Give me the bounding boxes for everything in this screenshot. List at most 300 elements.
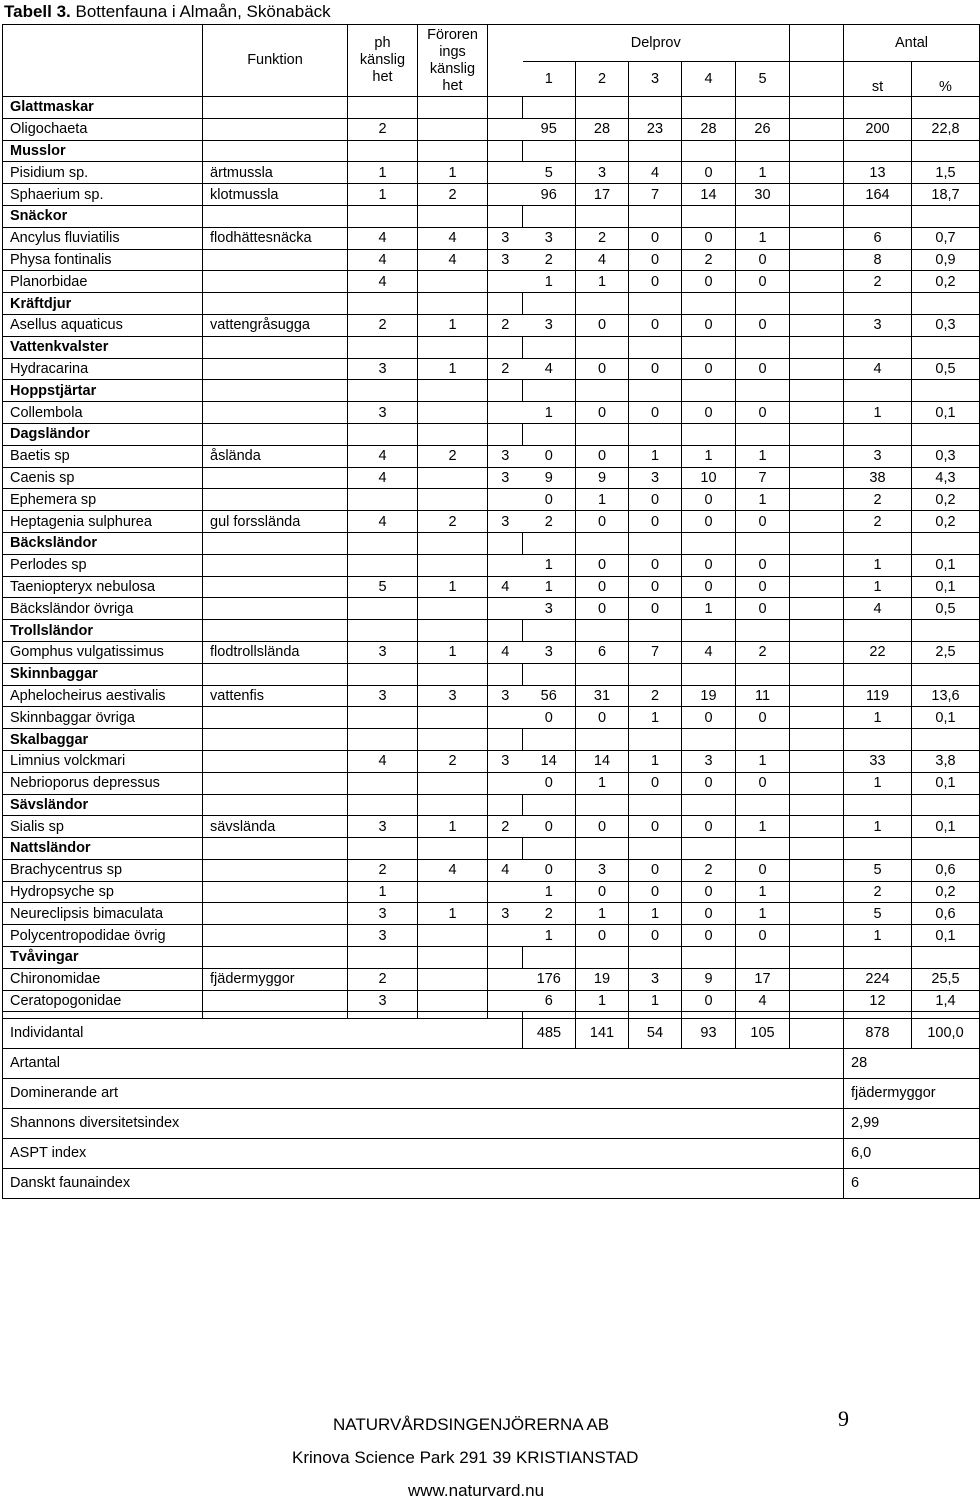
delprov-1-value: 3 <box>523 227 576 249</box>
antal-pct: 1,5 <box>912 162 980 184</box>
fororening-value: 1 <box>418 358 488 380</box>
empty-cell <box>912 947 980 969</box>
fororening-value: 2 <box>418 511 488 533</box>
extra-value: 3 <box>488 511 523 533</box>
empty-cell <box>418 947 488 969</box>
empty-cell <box>790 445 844 467</box>
summary-value: 6,0 <box>844 1139 980 1169</box>
antal-st: 1 <box>844 772 912 794</box>
empty-cell <box>488 140 523 162</box>
empty-cell <box>418 205 488 227</box>
ph-value: 3 <box>348 641 418 663</box>
delprov-2-value: 19 <box>576 968 629 990</box>
group-label: Skalbaggar <box>3 729 203 751</box>
delprov-3-value: 3 <box>629 467 682 489</box>
empty-cell <box>348 794 418 816</box>
antal-st: 12 <box>844 990 912 1012</box>
delprov-1-value: 1 <box>523 576 576 598</box>
empty-cell <box>348 729 418 751</box>
empty-cell <box>523 947 576 969</box>
empty-cell <box>203 663 348 685</box>
empty-cell <box>736 947 790 969</box>
header-delprov-5: 5 <box>736 62 790 97</box>
delprov-4-value: 2 <box>682 249 736 271</box>
empty-cell <box>736 293 790 315</box>
species-function <box>203 772 348 794</box>
delprov-1-value: 2 <box>523 511 576 533</box>
empty-cell <box>488 947 523 969</box>
empty-cell <box>488 205 523 227</box>
extra-value <box>488 881 523 903</box>
empty-cell <box>682 663 736 685</box>
table-row <box>3 271 980 293</box>
delprov-1-value: 2 <box>523 903 576 925</box>
antal-pct: 0,3 <box>912 445 980 467</box>
table-row <box>3 162 980 184</box>
empty-cell <box>790 685 844 707</box>
delprov-1-value: 96 <box>523 184 576 206</box>
delprov-2-value: 14 <box>576 750 629 772</box>
empty-cell <box>790 358 844 380</box>
empty-cell <box>418 336 488 358</box>
empty-cell <box>790 271 844 293</box>
extra-value <box>488 162 523 184</box>
delprov-5-value: 1 <box>736 881 790 903</box>
fororening-value <box>418 402 488 424</box>
ph-value: 1 <box>348 881 418 903</box>
delprov-2-value: 4 <box>576 249 629 271</box>
species-function <box>203 859 348 881</box>
delprov-3-value: 2 <box>629 685 682 707</box>
empty-cell <box>682 794 736 816</box>
species-function: ärtmussla <box>203 162 348 184</box>
empty-cell <box>912 97 980 119</box>
species-function: klotmussla <box>203 184 348 206</box>
ph-value: 4 <box>348 227 418 249</box>
antal-st: 200 <box>844 118 912 140</box>
empty-cell <box>488 532 523 554</box>
empty-cell <box>736 380 790 402</box>
group-row <box>3 663 980 685</box>
empty-cell <box>790 750 844 772</box>
empty-cell <box>488 293 523 315</box>
delprov-1-value: 6 <box>523 990 576 1012</box>
ph-value: 2 <box>348 859 418 881</box>
empty-cell <box>488 838 523 860</box>
species-name: Taeniopteryx nebulosa <box>3 576 203 598</box>
table-row <box>3 511 980 533</box>
antal-pct: 0,1 <box>912 554 980 576</box>
ph-value: 4 <box>348 271 418 293</box>
empty-cell <box>790 205 844 227</box>
empty-cell <box>348 205 418 227</box>
empty-cell <box>629 97 682 119</box>
antal-pct: 0,2 <box>912 489 980 511</box>
fororening-value <box>418 990 488 1012</box>
antal-st: 33 <box>844 750 912 772</box>
header-funktion: Funktion <box>203 25 348 97</box>
empty-cell <box>790 794 844 816</box>
extra-value <box>488 925 523 947</box>
extra-value: 3 <box>488 249 523 271</box>
empty-cell <box>203 97 348 119</box>
empty-cell <box>790 314 844 336</box>
empty-cell <box>682 293 736 315</box>
delprov-2-value: 0 <box>576 707 629 729</box>
delprov-4-value: 0 <box>682 511 736 533</box>
table-row <box>3 358 980 380</box>
delprov-3-value: 0 <box>629 925 682 947</box>
empty-cell <box>488 663 523 685</box>
empty-cell <box>790 729 844 751</box>
table-row <box>3 489 980 511</box>
antal-pct: 0,1 <box>912 816 980 838</box>
empty-cell <box>348 97 418 119</box>
fororening-value: 3 <box>418 685 488 707</box>
empty-cell <box>523 336 576 358</box>
delprov-5-value: 0 <box>736 271 790 293</box>
delprov-5-value: 1 <box>736 227 790 249</box>
individantal-delprov-3: 54 <box>629 1019 682 1049</box>
individantal-row <box>3 1019 980 1049</box>
fororening-value <box>418 925 488 947</box>
empty-cell <box>576 620 629 642</box>
antal-st: 4 <box>844 598 912 620</box>
delprov-4-value: 1 <box>682 598 736 620</box>
empty-cell <box>488 794 523 816</box>
empty-cell <box>682 1012 736 1019</box>
empty-cell <box>736 838 790 860</box>
delprov-4-value: 0 <box>682 772 736 794</box>
species-name: Baetis sp <box>3 445 203 467</box>
species-function <box>203 903 348 925</box>
empty-cell <box>523 423 576 445</box>
species-name: Limnius volckmari <box>3 750 203 772</box>
delprov-5-value: 1 <box>736 903 790 925</box>
delprov-3-value: 7 <box>629 184 682 206</box>
delprov-1-value: 14 <box>523 750 576 772</box>
antal-pct: 13,6 <box>912 685 980 707</box>
delprov-2-value: 3 <box>576 162 629 184</box>
empty-cell <box>203 532 348 554</box>
delprov-4-value: 0 <box>682 925 736 947</box>
species-name: Oligochaeta <box>3 118 203 140</box>
empty-cell <box>790 576 844 598</box>
delprov-3-value: 0 <box>629 816 682 838</box>
antal-st: 3 <box>844 445 912 467</box>
antal-st: 164 <box>844 184 912 206</box>
empty-cell <box>488 729 523 751</box>
delprov-5-value: 1 <box>736 750 790 772</box>
extra-value <box>488 184 523 206</box>
delprov-4-value: 0 <box>682 816 736 838</box>
species-name: Gomphus vulgatissimus <box>3 641 203 663</box>
ph-value: 3 <box>348 903 418 925</box>
empty-cell <box>790 641 844 663</box>
empty-cell <box>418 380 488 402</box>
summary-label: Danskt faunaindex <box>3 1169 844 1199</box>
delprov-5-value: 0 <box>736 772 790 794</box>
fororening-value: 1 <box>418 314 488 336</box>
empty-cell <box>912 838 980 860</box>
delprov-3-value: 0 <box>629 271 682 293</box>
empty-cell <box>790 140 844 162</box>
empty-cell <box>348 423 418 445</box>
empty-cell <box>790 772 844 794</box>
table-row <box>3 467 980 489</box>
species-name: Hydropsyche sp <box>3 881 203 903</box>
header-pct: % <box>912 62 980 97</box>
species-name: Pisidium sp. <box>3 162 203 184</box>
fororening-value <box>418 772 488 794</box>
empty-cell <box>418 532 488 554</box>
delprov-4-value: 0 <box>682 881 736 903</box>
empty-cell <box>844 838 912 860</box>
group-label: Sävsländor <box>3 794 203 816</box>
delprov-4-value: 0 <box>682 314 736 336</box>
delprov-3-value: 0 <box>629 772 682 794</box>
species-name: Sialis sp <box>3 816 203 838</box>
empty-cell <box>844 663 912 685</box>
empty-cell <box>576 423 629 445</box>
empty-cell <box>488 1012 523 1019</box>
empty-cell <box>203 423 348 445</box>
delprov-2-value: 0 <box>576 314 629 336</box>
delprov-2-value: 17 <box>576 184 629 206</box>
summary-value: fjädermyggor <box>844 1079 980 1109</box>
empty-cell <box>488 380 523 402</box>
ph-value: 3 <box>348 685 418 707</box>
delprov-2-value: 2 <box>576 227 629 249</box>
delprov-5-value: 4 <box>736 990 790 1012</box>
empty-cell <box>523 663 576 685</box>
empty-cell <box>629 729 682 751</box>
empty-cell <box>629 663 682 685</box>
empty-cell <box>418 729 488 751</box>
species-name: Bäcksländor övriga <box>3 598 203 620</box>
individantal-label: Individantal <box>3 1019 523 1049</box>
delprov-4-value: 1 <box>682 445 736 467</box>
delprov-4-value: 28 <box>682 118 736 140</box>
antal-pct: 0,1 <box>912 707 980 729</box>
species-function: vattengråsugga <box>203 314 348 336</box>
fororening-value <box>418 881 488 903</box>
empty-cell <box>790 511 844 533</box>
delprov-5-value: 0 <box>736 358 790 380</box>
ph-value <box>348 598 418 620</box>
delprov-1-value: 0 <box>523 772 576 794</box>
empty-cell <box>576 1012 629 1019</box>
empty-cell <box>682 205 736 227</box>
delprov-1-value: 3 <box>523 641 576 663</box>
delprov-3-value: 0 <box>629 598 682 620</box>
species-name: Neureclipsis bimaculata <box>3 903 203 925</box>
empty-cell <box>418 97 488 119</box>
empty-cell <box>912 729 980 751</box>
group-row <box>3 140 980 162</box>
delprov-1-value: 3 <box>523 598 576 620</box>
empty-cell <box>682 380 736 402</box>
delprov-1-value: 4 <box>523 358 576 380</box>
empty-cell <box>844 423 912 445</box>
empty-cell <box>629 423 682 445</box>
group-row <box>3 97 980 119</box>
empty-cell <box>790 227 844 249</box>
extra-value: 2 <box>488 314 523 336</box>
header-delprov-3: 3 <box>629 62 682 97</box>
delprov-2-value: 1 <box>576 990 629 1012</box>
delprov-5-value: 0 <box>736 511 790 533</box>
extra-value: 4 <box>488 641 523 663</box>
table-row <box>3 685 980 707</box>
empty-cell <box>844 205 912 227</box>
fororening-value <box>418 118 488 140</box>
empty-cell <box>523 205 576 227</box>
empty-cell <box>790 838 844 860</box>
group-label: Musslor <box>3 140 203 162</box>
delprov-2-value: 0 <box>576 598 629 620</box>
empty-cell <box>790 489 844 511</box>
empty-cell <box>576 794 629 816</box>
delprov-2-value: 0 <box>576 881 629 903</box>
empty-cell <box>576 140 629 162</box>
extra-value: 2 <box>488 358 523 380</box>
delprov-3-value: 0 <box>629 881 682 903</box>
group-label: Bäcksländor <box>3 532 203 554</box>
empty-cell <box>844 336 912 358</box>
delprov-3-value: 7 <box>629 641 682 663</box>
delprov-5-value: 11 <box>736 685 790 707</box>
empty-cell <box>203 336 348 358</box>
empty-cell <box>348 532 418 554</box>
antal-pct: 0,1 <box>912 576 980 598</box>
fororening-value: 2 <box>418 445 488 467</box>
fororening-value: 1 <box>418 903 488 925</box>
empty-cell <box>418 838 488 860</box>
empty-cell <box>736 794 790 816</box>
delprov-2-value: 3 <box>576 859 629 881</box>
table-row <box>3 598 980 620</box>
empty-cell <box>418 140 488 162</box>
antal-pct: 0,1 <box>912 402 980 424</box>
antal-st: 1 <box>844 554 912 576</box>
ph-value: 3 <box>348 990 418 1012</box>
empty-cell <box>790 380 844 402</box>
species-name: Sphaerium sp. <box>3 184 203 206</box>
ph-value <box>348 489 418 511</box>
antal-pct: 1,4 <box>912 990 980 1012</box>
empty-cell <box>418 423 488 445</box>
ph-value <box>348 554 418 576</box>
antal-st: 119 <box>844 685 912 707</box>
table-row <box>3 576 980 598</box>
table-row <box>3 402 980 424</box>
species-name: Planorbidae <box>3 271 203 293</box>
antal-st: 2 <box>844 511 912 533</box>
species-name: Asellus aquaticus <box>3 314 203 336</box>
table-row <box>3 118 980 140</box>
footer-address: Krinova Science Park 291 39 KRISTIANSTAD <box>292 1448 639 1467</box>
delprov-5-value: 17 <box>736 968 790 990</box>
species-name: Skinnbaggar övriga <box>3 707 203 729</box>
extra-value: 3 <box>488 903 523 925</box>
delprov-4-value: 3 <box>682 750 736 772</box>
table-row <box>3 903 980 925</box>
group-row <box>3 794 980 816</box>
delprov-5-value: 1 <box>736 489 790 511</box>
species-name: Heptagenia sulphurea <box>3 511 203 533</box>
delprov-2-value: 0 <box>576 925 629 947</box>
empty-cell <box>203 205 348 227</box>
group-row <box>3 620 980 642</box>
species-name: Polycentropodidae övrig <box>3 925 203 947</box>
species-function <box>203 707 348 729</box>
extra-value: 3 <box>488 227 523 249</box>
fororening-value <box>418 271 488 293</box>
fororening-value <box>418 598 488 620</box>
empty-cell <box>844 1012 912 1019</box>
species-function <box>203 990 348 1012</box>
delprov-3-value: 3 <box>629 968 682 990</box>
group-label: Dagsländor <box>3 423 203 445</box>
species-name: Collembola <box>3 402 203 424</box>
ph-value: 4 <box>348 445 418 467</box>
species-function <box>203 271 348 293</box>
table-row <box>3 184 980 206</box>
delprov-4-value: 14 <box>682 184 736 206</box>
delprov-5-value: 7 <box>736 467 790 489</box>
delprov-2-value: 1 <box>576 903 629 925</box>
delprov-4-value: 10 <box>682 467 736 489</box>
extra-value <box>488 554 523 576</box>
extra-value <box>488 489 523 511</box>
table-row <box>3 881 980 903</box>
ph-value: 3 <box>348 925 418 947</box>
empty-cell <box>912 423 980 445</box>
delprov-5-value: 30 <box>736 184 790 206</box>
species-function <box>203 598 348 620</box>
delprov-5-value: 2 <box>736 641 790 663</box>
delprov-4-value: 0 <box>682 227 736 249</box>
empty-cell <box>629 532 682 554</box>
group-row <box>3 336 980 358</box>
antal-pct: 0,1 <box>912 772 980 794</box>
delprov-3-value: 0 <box>629 314 682 336</box>
antal-st: 38 <box>844 467 912 489</box>
antal-pct: 0,5 <box>912 358 980 380</box>
group-row <box>3 838 980 860</box>
empty-cell <box>523 838 576 860</box>
empty-cell <box>790 118 844 140</box>
delprov-1-value: 0 <box>523 859 576 881</box>
empty-cell <box>844 729 912 751</box>
empty-cell <box>629 794 682 816</box>
delprov-1-value: 56 <box>523 685 576 707</box>
delprov-4-value: 0 <box>682 489 736 511</box>
empty-cell <box>576 336 629 358</box>
ph-value: 4 <box>348 750 418 772</box>
species-function: vattenfis <box>203 685 348 707</box>
empty-cell <box>348 140 418 162</box>
antal-st: 13 <box>844 162 912 184</box>
empty-cell <box>418 293 488 315</box>
empty-cell <box>629 620 682 642</box>
summary-value: 2,99 <box>844 1109 980 1139</box>
species-function <box>203 925 348 947</box>
extra-value <box>488 402 523 424</box>
empty-cell <box>790 162 844 184</box>
extra-value: 4 <box>488 859 523 881</box>
